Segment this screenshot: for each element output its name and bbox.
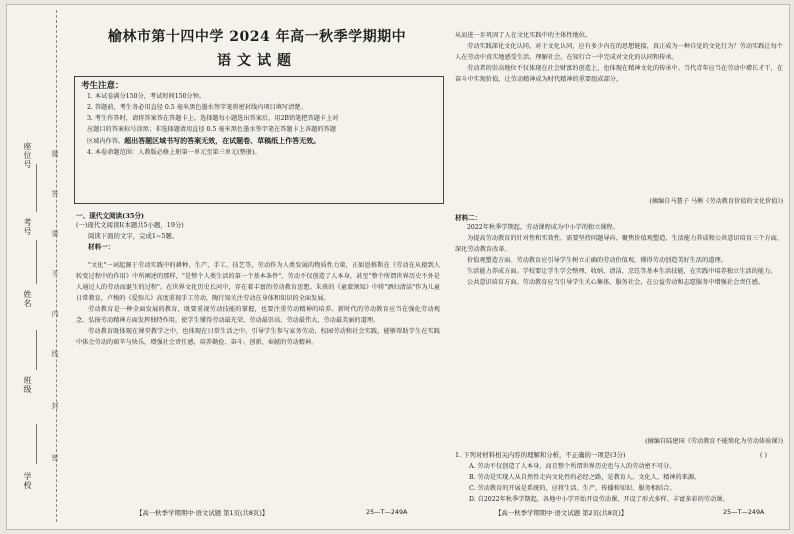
seal-char: 要 [51,230,59,237]
seal-char: 内 [51,310,59,317]
seal-char: 题 [51,150,59,157]
field-exam-number: 考号 [23,218,32,236]
field-school-line [36,424,37,464]
field-class: 班级 [23,376,32,394]
source-citation: (摘编自陆建国《劳动教育不能简化为劳动体验课》) [645,438,783,445]
source-two [455,436,783,447]
footer-page-one: 【高一秋季学期期中·语文试题 第1页(共8页)】 [136,509,269,517]
section-heading: 一、现代文阅读(35分) [76,212,145,220]
notice-heading: 考生注意： [81,81,124,91]
notice-item: 3. 考生作答时，请将答案答在答题卡上。选择题每小题选出答案后，用2B铅笔把答题卡上对 [87,115,339,122]
school-title: 榆林市第十四中学 2024 年高一秋季学期期中 [107,29,407,45]
notice-item: 4. 本卷命题范围：人教版必修上册第一单元至第三单元(整册)。 [87,149,261,156]
field-class-line [36,330,37,370]
option-b[interactable]: B. 劳动是实现人从自然性走向文化性的必经之路，是教育人、文化人、精神的来源。 [469,473,701,481]
instruction: 阅读下面的文字，完成1~5题。 [88,231,179,240]
paragraph: 劳动实践深化文化认同。对于文化认同，应有多少内在的思想链接，真正成为一种自觉的文化行为？劳动实践让每个人在劳动中真实地感受生活、理解社会，在知行合一中完成对文化的认同和传承。 [455,43,783,61]
paragraph: 生活能力养成方面。学校要让学生学会整理、收纳、清洁、烹饪等基本生活技能，在实践中培养独立生活的能力。 [467,268,777,275]
seal-char: 密 [51,454,59,461]
sub-heading: (一)现代文阅读Ⅰ(本题共5小题，19分) [76,221,184,229]
material-two-label: 材料二： [455,214,482,222]
notice-item: 应题目的答案标号涂黑；非选择题请用直径 0.5 毫米黑色墨水签字笔在答题卡上各题的答题 [87,126,336,133]
material-one-label: 材料一： [88,243,115,251]
paragraph: 劳动教育既体现在课堂教学之中，也体现在日常生活之中。引导学生参与家务劳动、校园劳动和社会实践，能够帮助学生在实践中体会劳动的艰辛与快乐，增强社会责任感，培养勤俭、奋斗、创新、奉献的劳动精神。 [76,328,440,346]
notice-emphasis: 超出答题区域书写的答案无效，在试题卷、草稿纸上作答无效。 [124,136,321,145]
notice-box [74,76,444,204]
field-seat-number: 座位号 [23,142,32,169]
page-two [455,30,785,524]
source-citation: (摘编自马慧子 马衡《劳动教育价值的文化价值》) [649,198,783,205]
notice-item: 区域内作答。 [87,138,125,145]
seal-char: 封 [51,402,59,409]
footer-page-two: 【高一秋季学期期中·语文试题 第2页(共8页)】 [495,509,628,517]
seal-char: 答 [51,190,59,197]
material-one-continued [455,30,783,172]
material-one-text [76,260,440,466]
notice-body [87,91,437,158]
field-name: 姓名 [23,290,32,308]
paragraph: 劳动者的崇高地位不仅体现在社会财富的创造上，也体现在精神文化的传承中。当代青年应当在劳动中增长才干，在奋斗中实现价值，让劳动精神成为时代精神的重要组成部分。 [455,65,783,83]
subject-title: 语文试题 [217,53,297,69]
paragraph: 劳动教育是一种全面发展的教育，既要重视劳动技能的掌握，也要注重劳动精神的培养。新时代的劳动教育应当在强化劳动观念、弘扬劳动精神方面发挥独特作用，使学生懂得劳动最光荣、劳动最崇高、劳动最伟大、劳动最美丽的道理。 [76,306,440,324]
field-name-line [36,240,37,284]
paragraph: "文化"一词起源于劳动实践中的耕种、生产、手工、技艺等，劳动作为人类发展的物质性力量，正如恩格斯在《劳动在从猿到人转变过程中的作用》中所阐述的那样，"是整个人类生活的第一个基本条件"。劳动不仅创造了人本身，甚至"整个所谓世界历史不外是人通过人的劳动而诞生的过程"。在世界文化历史长河中，存在着丰富的劳动教育思想。朱熹的《童蒙须知》中将"洒扫清洁"作为儿童日常教育，卢梭的《爱弥儿》高度重视手工劳动，陶行知关注劳动在身体和知识的全面发展。 [76,262,440,302]
footer-code-two: 25—T—249A [723,508,765,516]
answer-bracket[interactable]: ( ) [759,451,767,459]
field-exam-number-line [36,164,37,212]
option-d[interactable]: D. 自2022年秋季学期起，各地中小学开始开设劳动课，开设了形式多样、丰富多彩的劳动课。 [469,495,729,503]
binding-strip [6,4,64,528]
option-c[interactable]: C. 劳动教育的开展是系统的，应将生活、生产、传播和知识、服务相结合。 [469,484,676,492]
notice-item-emphasis-line [87,135,437,147]
section-header [76,210,440,251]
question-one [455,450,783,505]
seal-char: 线 [51,350,59,357]
footer-code-one: 25—T—249A [366,508,408,516]
seal-line [56,10,57,522]
notice-item: 1. 本试卷满分150分，考试时间150分钟。 [87,93,206,100]
question-stem: 1. 下列对材料相关内容的理解和分析，不正确的一项是(3分) [455,451,626,459]
paragraph: 为提高劳动教育的针对性和实效性，需要坚持问题导向，聚焦价值观塑造、生活能力养成和公共意识培育三个方面，深化劳动教育改革。 [455,235,783,253]
paragraph: 公共意识培育方面。劳动教育应当引导学生关心集体、服务社会，在公益劳动和志愿服务中增强社会责任感。 [467,279,764,286]
paragraph: 从而进一步巩固了人在文化实践中的主体性地位。 [455,32,592,39]
paragraph: 价值观塑造方面。劳动教育应引导学生树立正确的劳动价值观，懂得劳动创造美好生活的道理。 [467,257,727,264]
question-stem-line [455,450,783,461]
field-school: 学校 [23,472,32,490]
seal-char: 不 [51,270,59,277]
page-one [66,8,448,524]
material-two [455,212,783,428]
paragraph: 2022年秋季学期起，劳动课程成为中小学的独立课程。 [467,224,619,231]
source-one [455,196,783,207]
notice-item: 2. 答题前，考生务必用直径 0.5 毫米黑色墨水签字笔将密封线内项目填写清楚。 [87,104,307,111]
option-a[interactable]: A. 劳动不仅创造了人本身，而且整个所谓世界历史也与人的劳动密不可分。 [469,462,676,470]
